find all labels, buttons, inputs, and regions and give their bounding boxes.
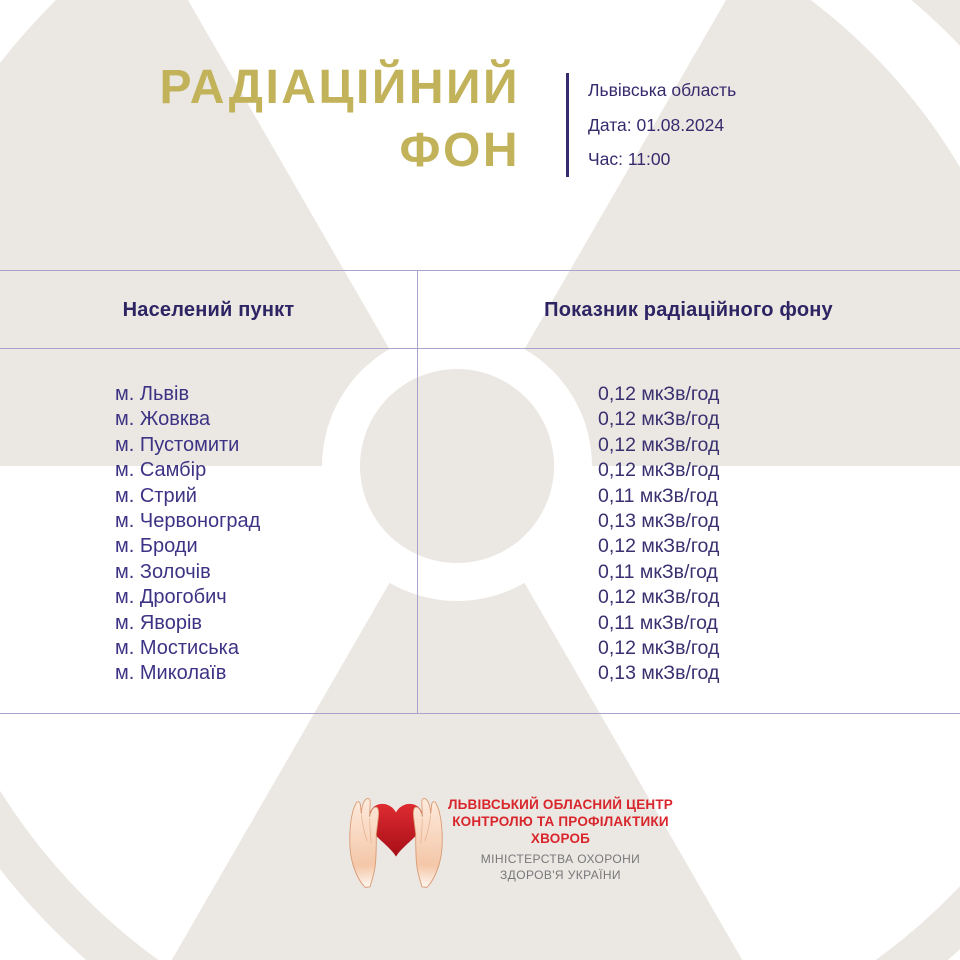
table-row-value: 0,13 мкЗв/год	[598, 662, 720, 685]
ministry-line2: ЗДОРОВ'Я УКРАЇНИ	[500, 867, 621, 882]
footer-org-block	[443, 796, 678, 883]
settlement-list	[115, 382, 260, 687]
page-title-line2: ФОН	[399, 124, 520, 177]
table-row-value: 0,11 мкЗв/год	[598, 611, 718, 634]
org-name-line3: ХВОРОБ	[530, 831, 591, 846]
hands-holding-heart-icon	[332, 784, 460, 892]
column-header-radiation: Показник радіаційного фону	[544, 299, 833, 321]
table-header-line	[0, 348, 960, 349]
table-row-city: м. Стрий	[115, 484, 197, 507]
table-row-value: 0,13 мкЗв/год	[598, 510, 720, 533]
time-label: Час: 11:00	[588, 149, 671, 169]
table-column-divider	[417, 270, 418, 713]
table-row-value: 0,11 мкЗв/год	[598, 560, 718, 583]
radiation-value-list	[598, 382, 719, 687]
table-row-value: 0,12 мкЗв/год	[598, 383, 720, 405]
table-row-city: м. Самбір	[115, 459, 207, 482]
region-label: Львівська область	[588, 80, 737, 100]
column-header-settlement: Населений пункт	[122, 299, 295, 321]
page-title	[0, 56, 520, 182]
table-row-value: 0,12 мкЗв/год	[598, 535, 720, 558]
org-name-line1: ЛЬВІВСЬКИЙ ОБЛАСНИЙ ЦЕНТР	[447, 797, 674, 812]
table-row-value: 0,12 мкЗв/год	[598, 408, 720, 431]
table-row-city: м. Яворів	[115, 611, 203, 634]
table-row-city: м. Червоноград	[115, 510, 261, 533]
table-top-line	[0, 270, 960, 271]
ministry-line1: МІНІСТЕРСТВА ОХОРОНИ	[480, 852, 641, 866]
table-row-city: м. Мостиська	[115, 637, 239, 660]
table-row-city: м. Львів	[115, 383, 190, 405]
table-row-value: 0,11 мкЗв/год	[598, 484, 718, 507]
table-bottom-line	[0, 713, 960, 714]
table-row-city: м. Золочів	[115, 560, 211, 583]
table-row-value: 0,12 мкЗв/год	[598, 459, 720, 482]
table-row-value: 0,12 мкЗв/год	[598, 433, 720, 456]
ministry-block	[443, 852, 678, 883]
table-row-city: м. Миколаїв	[115, 662, 227, 685]
table-row-city: м. Броди	[115, 535, 198, 558]
page-title-line1: РАДІАЦІЙНИЙ	[159, 61, 520, 114]
table-row-city: м. Дрогобич	[115, 586, 227, 609]
table-row-city: м. Пустомити	[115, 433, 240, 456]
table-row-value: 0,12 мкЗв/год	[598, 586, 720, 609]
date-label: Дата: 01.08.2024	[588, 114, 725, 135]
report-meta	[566, 73, 736, 177]
table-row-city: м. Жовква	[115, 408, 211, 431]
table-row-value: 0,12 мкЗв/год	[598, 637, 720, 660]
org-name-line2: КОНТРОЛЮ ТА ПРОФІЛАКТИКИ	[452, 814, 669, 829]
